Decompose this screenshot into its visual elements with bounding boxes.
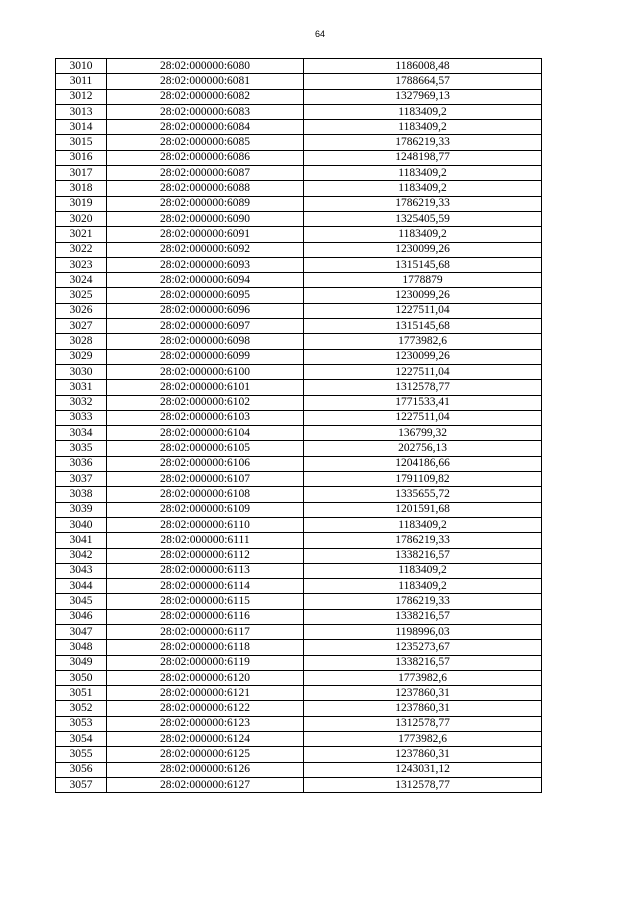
- cadastral-number-cell: 28:02:000000:6101: [107, 380, 304, 395]
- table-row: [56, 395, 542, 410]
- cadastral-value-cell: 1315145,68: [304, 319, 542, 334]
- cadastral-number-cell: 28:02:000000:6104: [107, 426, 304, 441]
- table-row: [56, 273, 542, 288]
- row-index-cell: 3023: [56, 257, 107, 272]
- cadastral-number-cell: 28:02:000000:6116: [107, 609, 304, 624]
- row-index-cell: 3035: [56, 441, 107, 456]
- cadastral-value-cell: 1183409,2: [304, 166, 542, 181]
- row-index-cell: 3025: [56, 288, 107, 303]
- cadastral-value-cell: 1183409,2: [304, 563, 542, 578]
- cadastral-number-cell: 28:02:000000:6113: [107, 563, 304, 578]
- cadastral-value-cell: 1183409,2: [304, 120, 542, 135]
- cadastral-value-cell: 1201591,68: [304, 502, 542, 517]
- cadastral-number-cell: 28:02:000000:6121: [107, 686, 304, 701]
- table-row: [56, 732, 542, 747]
- cadastral-value-table: [55, 58, 542, 793]
- row-index-cell: 3049: [56, 655, 107, 670]
- cadastral-value-cell: 1198996,03: [304, 624, 542, 639]
- cadastral-value-cell: 1771533,41: [304, 395, 542, 410]
- row-index-cell: 3044: [56, 579, 107, 594]
- cadastral-value-cell: 1338216,57: [304, 609, 542, 624]
- table-row: [56, 150, 542, 165]
- table-body: [56, 59, 542, 793]
- table-row: [56, 609, 542, 624]
- cadastral-number-cell: 28:02:000000:6094: [107, 273, 304, 288]
- page-number: 64: [314, 29, 325, 39]
- cadastral-number-cell: 28:02:000000:6112: [107, 548, 304, 563]
- table-row: [56, 777, 542, 792]
- row-index-cell: 3029: [56, 349, 107, 364]
- cadastral-value-cell: 1183409,2: [304, 579, 542, 594]
- cadastral-value-cell: 1227511,04: [304, 303, 542, 318]
- cadastral-number-cell: 28:02:000000:6083: [107, 104, 304, 119]
- table-row: [56, 441, 542, 456]
- table-row: [56, 257, 542, 272]
- cadastral-number-cell: 28:02:000000:6111: [107, 533, 304, 548]
- table-row: [56, 242, 542, 257]
- row-index-cell: 3041: [56, 533, 107, 548]
- cadastral-number-cell: 28:02:000000:6115: [107, 594, 304, 609]
- table-row: [56, 624, 542, 639]
- row-index-cell: 3037: [56, 472, 107, 487]
- table-row: [56, 196, 542, 211]
- row-index-cell: 3040: [56, 517, 107, 532]
- cadastral-number-cell: 28:02:000000:6089: [107, 196, 304, 211]
- cadastral-number-cell: 28:02:000000:6085: [107, 135, 304, 150]
- table-row: [56, 701, 542, 716]
- cadastral-value-cell: 1338216,57: [304, 655, 542, 670]
- table-row: [56, 426, 542, 441]
- cadastral-number-cell: 28:02:000000:6127: [107, 777, 304, 792]
- cadastral-value-cell: 1315145,68: [304, 257, 542, 272]
- cadastral-value-cell: 1786219,33: [304, 594, 542, 609]
- cadastral-value-cell: 1183409,2: [304, 227, 542, 242]
- table-row: [56, 380, 542, 395]
- cadastral-value-cell: 1773982,6: [304, 670, 542, 685]
- cadastral-number-cell: 28:02:000000:6105: [107, 441, 304, 456]
- cadastral-number-cell: 28:02:000000:6091: [107, 227, 304, 242]
- row-index-cell: 3027: [56, 319, 107, 334]
- row-index-cell: 3032: [56, 395, 107, 410]
- cadastral-value-cell: 1788664,57: [304, 74, 542, 89]
- table-row: [56, 349, 542, 364]
- row-index-cell: 3053: [56, 716, 107, 731]
- row-index-cell: 3022: [56, 242, 107, 257]
- table-row: [56, 59, 542, 74]
- table-row: [56, 487, 542, 502]
- row-index-cell: 3012: [56, 89, 107, 104]
- cadastral-value-cell: 1312578,77: [304, 777, 542, 792]
- cadastral-number-cell: 28:02:000000:6082: [107, 89, 304, 104]
- cadastral-number-cell: 28:02:000000:6124: [107, 732, 304, 747]
- table-row: [56, 655, 542, 670]
- table-row: [56, 594, 542, 609]
- table-row: [56, 227, 542, 242]
- row-index-cell: 3051: [56, 686, 107, 701]
- cadastral-value-cell: 1227511,04: [304, 410, 542, 425]
- cadastral-number-cell: 28:02:000000:6126: [107, 762, 304, 777]
- cadastral-number-cell: 28:02:000000:6108: [107, 487, 304, 502]
- cadastral-number-cell: 28:02:000000:6095: [107, 288, 304, 303]
- row-index-cell: 3026: [56, 303, 107, 318]
- cadastral-number-cell: 28:02:000000:6106: [107, 456, 304, 471]
- table-row: [56, 135, 542, 150]
- row-index-cell: 3020: [56, 211, 107, 226]
- cadastral-number-cell: 28:02:000000:6119: [107, 655, 304, 670]
- row-index-cell: 3034: [56, 426, 107, 441]
- cadastral-number-cell: 28:02:000000:6097: [107, 319, 304, 334]
- table-row: [56, 166, 542, 181]
- cadastral-number-cell: 28:02:000000:6099: [107, 349, 304, 364]
- table-row: [56, 410, 542, 425]
- cadastral-number-cell: 28:02:000000:6110: [107, 517, 304, 532]
- row-index-cell: 3048: [56, 640, 107, 655]
- row-index-cell: 3028: [56, 334, 107, 349]
- cadastral-value-cell: 1335655,72: [304, 487, 542, 502]
- cadastral-value-cell: 1183409,2: [304, 517, 542, 532]
- table-row: [56, 517, 542, 532]
- cadastral-value-cell: 1235273,67: [304, 640, 542, 655]
- cadastral-number-cell: 28:02:000000:6081: [107, 74, 304, 89]
- table-row: [56, 74, 542, 89]
- cadastral-value-cell: 1786219,33: [304, 533, 542, 548]
- table-row: [56, 456, 542, 471]
- row-index-cell: 3055: [56, 747, 107, 762]
- cadastral-value-cell: 1186008,48: [304, 59, 542, 74]
- row-index-cell: 3024: [56, 273, 107, 288]
- table-row: [56, 533, 542, 548]
- cadastral-number-cell: 28:02:000000:6123: [107, 716, 304, 731]
- cadastral-number-cell: 28:02:000000:6098: [107, 334, 304, 349]
- cadastral-number-cell: 28:02:000000:6109: [107, 502, 304, 517]
- row-index-cell: 3039: [56, 502, 107, 517]
- row-index-cell: 3038: [56, 487, 107, 502]
- row-index-cell: 3036: [56, 456, 107, 471]
- cadastral-number-cell: 28:02:000000:6107: [107, 472, 304, 487]
- cadastral-value-cell: 136799,32: [304, 426, 542, 441]
- row-index-cell: 3030: [56, 364, 107, 379]
- cadastral-value-cell: 1312578,77: [304, 380, 542, 395]
- cadastral-value-cell: 1243031,12: [304, 762, 542, 777]
- cadastral-number-cell: 28:02:000000:6114: [107, 579, 304, 594]
- table-row: [56, 563, 542, 578]
- cadastral-number-cell: 28:02:000000:6125: [107, 747, 304, 762]
- table-row: [56, 89, 542, 104]
- row-index-cell: 3052: [56, 701, 107, 716]
- cadastral-value-cell: 1237860,31: [304, 686, 542, 701]
- row-index-cell: 3011: [56, 74, 107, 89]
- table-row: [56, 288, 542, 303]
- cadastral-value-cell: 1312578,77: [304, 716, 542, 731]
- cadastral-value-cell: 1248198,77: [304, 150, 542, 165]
- cadastral-value-cell: 1237860,31: [304, 701, 542, 716]
- cadastral-value-cell: 202756,13: [304, 441, 542, 456]
- row-index-cell: 3013: [56, 104, 107, 119]
- row-index-cell: 3050: [56, 670, 107, 685]
- row-index-cell: 3016: [56, 150, 107, 165]
- row-index-cell: 3057: [56, 777, 107, 792]
- cadastral-value-cell: 1338216,57: [304, 548, 542, 563]
- table-row: [56, 120, 542, 135]
- cadastral-value-cell: 1773982,6: [304, 334, 542, 349]
- table-row: [56, 548, 542, 563]
- cadastral-number-cell: 28:02:000000:6087: [107, 166, 304, 181]
- cadastral-number-cell: 28:02:000000:6080: [107, 59, 304, 74]
- table-row: [56, 640, 542, 655]
- row-index-cell: 3018: [56, 181, 107, 196]
- table-row: [56, 104, 542, 119]
- table-row: [56, 716, 542, 731]
- cadastral-value-cell: 1183409,2: [304, 104, 542, 119]
- row-index-cell: 3047: [56, 624, 107, 639]
- table-row: [56, 472, 542, 487]
- cadastral-number-cell: 28:02:000000:6100: [107, 364, 304, 379]
- row-index-cell: 3033: [56, 410, 107, 425]
- cadastral-value-cell: 1204186,66: [304, 456, 542, 471]
- table-row: [56, 579, 542, 594]
- cadastral-number-cell: 28:02:000000:6118: [107, 640, 304, 655]
- row-index-cell: 3031: [56, 380, 107, 395]
- cadastral-number-cell: 28:02:000000:6093: [107, 257, 304, 272]
- table-row: [56, 319, 542, 334]
- cadastral-value-cell: 1791109,82: [304, 472, 542, 487]
- cadastral-value-cell: 1183409,2: [304, 181, 542, 196]
- row-index-cell: 3045: [56, 594, 107, 609]
- row-index-cell: 3015: [56, 135, 107, 150]
- table-row: [56, 747, 542, 762]
- row-index-cell: 3010: [56, 59, 107, 74]
- row-index-cell: 3054: [56, 732, 107, 747]
- row-index-cell: 3046: [56, 609, 107, 624]
- table-row: [56, 303, 542, 318]
- cadastral-value-cell: 1230099,26: [304, 242, 542, 257]
- cadastral-number-cell: 28:02:000000:6096: [107, 303, 304, 318]
- cadastral-number-cell: 28:02:000000:6092: [107, 242, 304, 257]
- cadastral-value-cell: 1327969,13: [304, 89, 542, 104]
- table-row: [56, 364, 542, 379]
- table-row: [56, 502, 542, 517]
- cadastral-value-cell: 1230099,26: [304, 349, 542, 364]
- row-index-cell: 3019: [56, 196, 107, 211]
- row-index-cell: 3017: [56, 166, 107, 181]
- row-index-cell: 3014: [56, 120, 107, 135]
- cadastral-number-cell: 28:02:000000:6117: [107, 624, 304, 639]
- cadastral-number-cell: 28:02:000000:6090: [107, 211, 304, 226]
- cadastral-number-cell: 28:02:000000:6086: [107, 150, 304, 165]
- table-row: [56, 211, 542, 226]
- cadastral-value-cell: 1778879: [304, 273, 542, 288]
- table-row: [56, 334, 542, 349]
- table-row: [56, 181, 542, 196]
- cadastral-value-cell: 1325405,59: [304, 211, 542, 226]
- row-index-cell: 3043: [56, 563, 107, 578]
- row-index-cell: 3056: [56, 762, 107, 777]
- cadastral-value-cell: 1227511,04: [304, 364, 542, 379]
- cadastral-value-cell: 1237860,31: [304, 747, 542, 762]
- row-index-cell: 3021: [56, 227, 107, 242]
- cadastral-value-cell: 1230099,26: [304, 288, 542, 303]
- table-row: [56, 670, 542, 685]
- cadastral-number-cell: 28:02:000000:6120: [107, 670, 304, 685]
- cadastral-number-cell: 28:02:000000:6088: [107, 181, 304, 196]
- cadastral-number-cell: 28:02:000000:6084: [107, 120, 304, 135]
- cadastral-number-cell: 28:02:000000:6103: [107, 410, 304, 425]
- table-row: [56, 686, 542, 701]
- cadastral-value-cell: 1786219,33: [304, 135, 542, 150]
- row-index-cell: 3042: [56, 548, 107, 563]
- cadastral-value-cell: 1773982,6: [304, 732, 542, 747]
- cadastral-number-cell: 28:02:000000:6102: [107, 395, 304, 410]
- cadastral-value-cell: 1786219,33: [304, 196, 542, 211]
- table-row: [56, 762, 542, 777]
- cadastral-number-cell: 28:02:000000:6122: [107, 701, 304, 716]
